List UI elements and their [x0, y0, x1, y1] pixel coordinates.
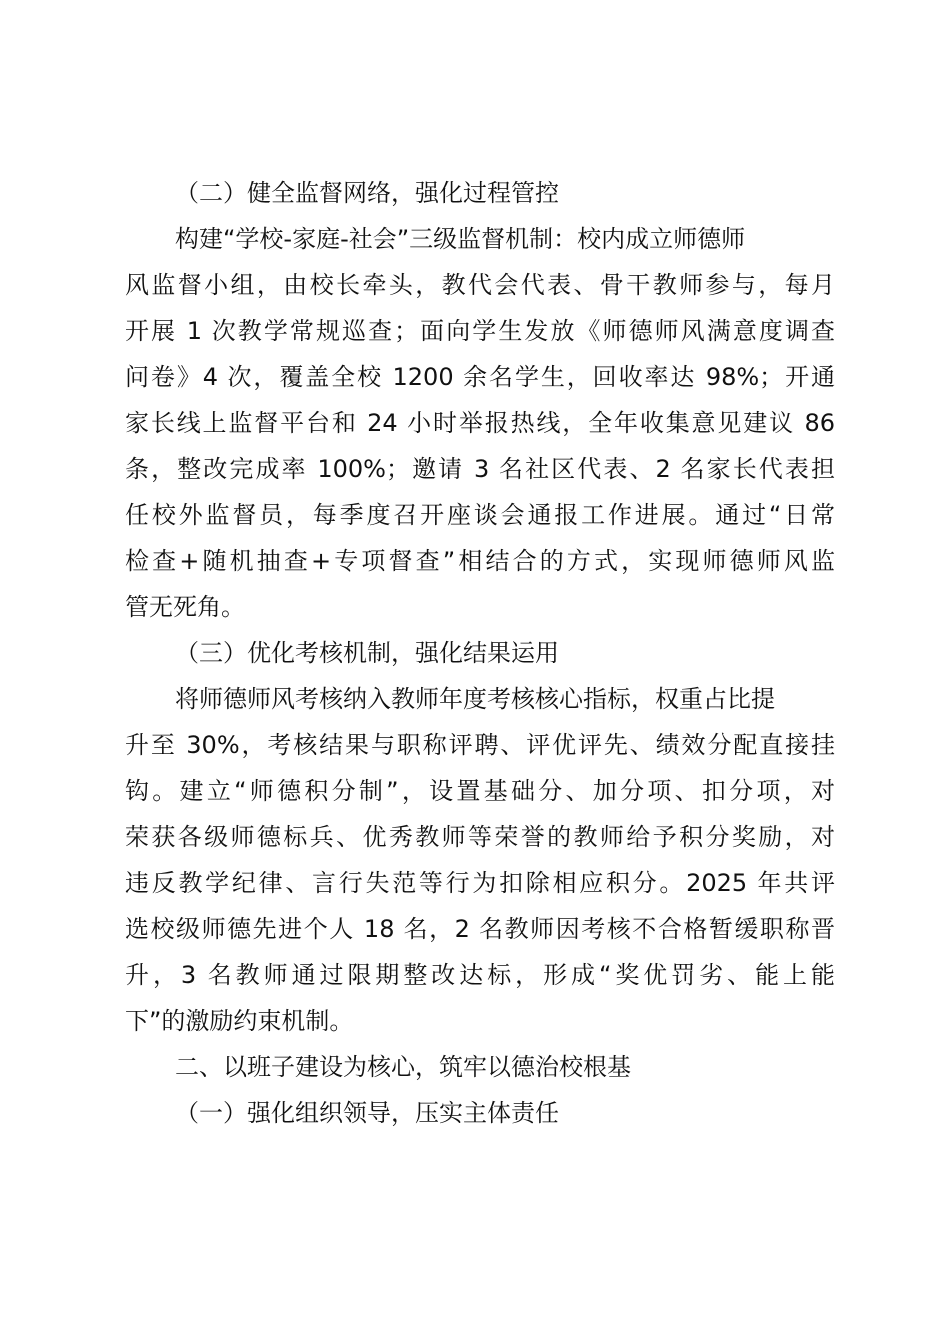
paragraph-line: 条，整改完成率 100%；邀请 3 名社区代表、2 名家长代表担 [125, 455, 835, 483]
paragraph-line: 风监督小组，由校长牵头，教代会代表、骨干教师参与，每月 [125, 271, 835, 299]
paragraph-line: 任校外监督员，每季度召开座谈会通报工作进展。通过“日常 [125, 501, 835, 529]
paragraph-line: 违反教学纪律、言行失范等行为扣除相应积分。2025 年共评 [125, 869, 835, 897]
paragraph-line: 钩。建立“师德积分制”，设置基础分、加分项、扣分项，对 [125, 777, 835, 805]
section-heading: （一）强化组织领导，压实主体责任 [175, 1099, 559, 1127]
paragraph-line: 升至 30%，考核结果与职称评聘、评优评先、绩效分配直接挂 [125, 731, 835, 759]
paragraph-line: 将师德师风考核纳入教师年度考核核心指标，权重占比提 [175, 685, 775, 713]
paragraph-line: 选校级师德先进个人 18 名，2 名教师因考核不合格暂缓职称晋 [125, 915, 835, 943]
paragraph-line: 检查+随机抽查+专项督查”相结合的方式，实现师德师风监 [125, 547, 835, 575]
paragraph-line: 下”的激励约束机制。 [125, 1007, 354, 1035]
paragraph-line: 荣获各级师德标兵、优秀教师等荣誉的教师给予积分奖励，对 [125, 823, 835, 851]
section-heading: （三）优化考核机制，强化结果运用 [175, 639, 559, 667]
paragraph-line: 家长线上监督平台和 24 小时举报热线，全年收集意见建议 86 [125, 409, 835, 437]
paragraph-line: 构建“学校-家庭-社会”三级监督机制：校内成立师德师 [175, 225, 746, 253]
section-heading: （二）健全监督网络，强化过程管控 [175, 179, 559, 207]
paragraph-line: 升，3 名教师通过限期整改达标，形成“奖优罚劣、能上能 [125, 961, 835, 989]
chapter-heading: 二、以班子建设为核心，筑牢以德治校根基 [175, 1053, 631, 1081]
paragraph-line: 开展 1 次教学常规巡查；面向学生发放《师德师风满意度调查 [125, 317, 835, 345]
paragraph-line: 问卷》4 次，覆盖全校 1200 余名学生，回收率达 98%；开通 [125, 363, 835, 391]
paragraph-line: 管无死角。 [125, 593, 245, 621]
document-body [125, 170, 835, 1136]
paragraph [125, 216, 835, 630]
paragraph [125, 676, 835, 1044]
